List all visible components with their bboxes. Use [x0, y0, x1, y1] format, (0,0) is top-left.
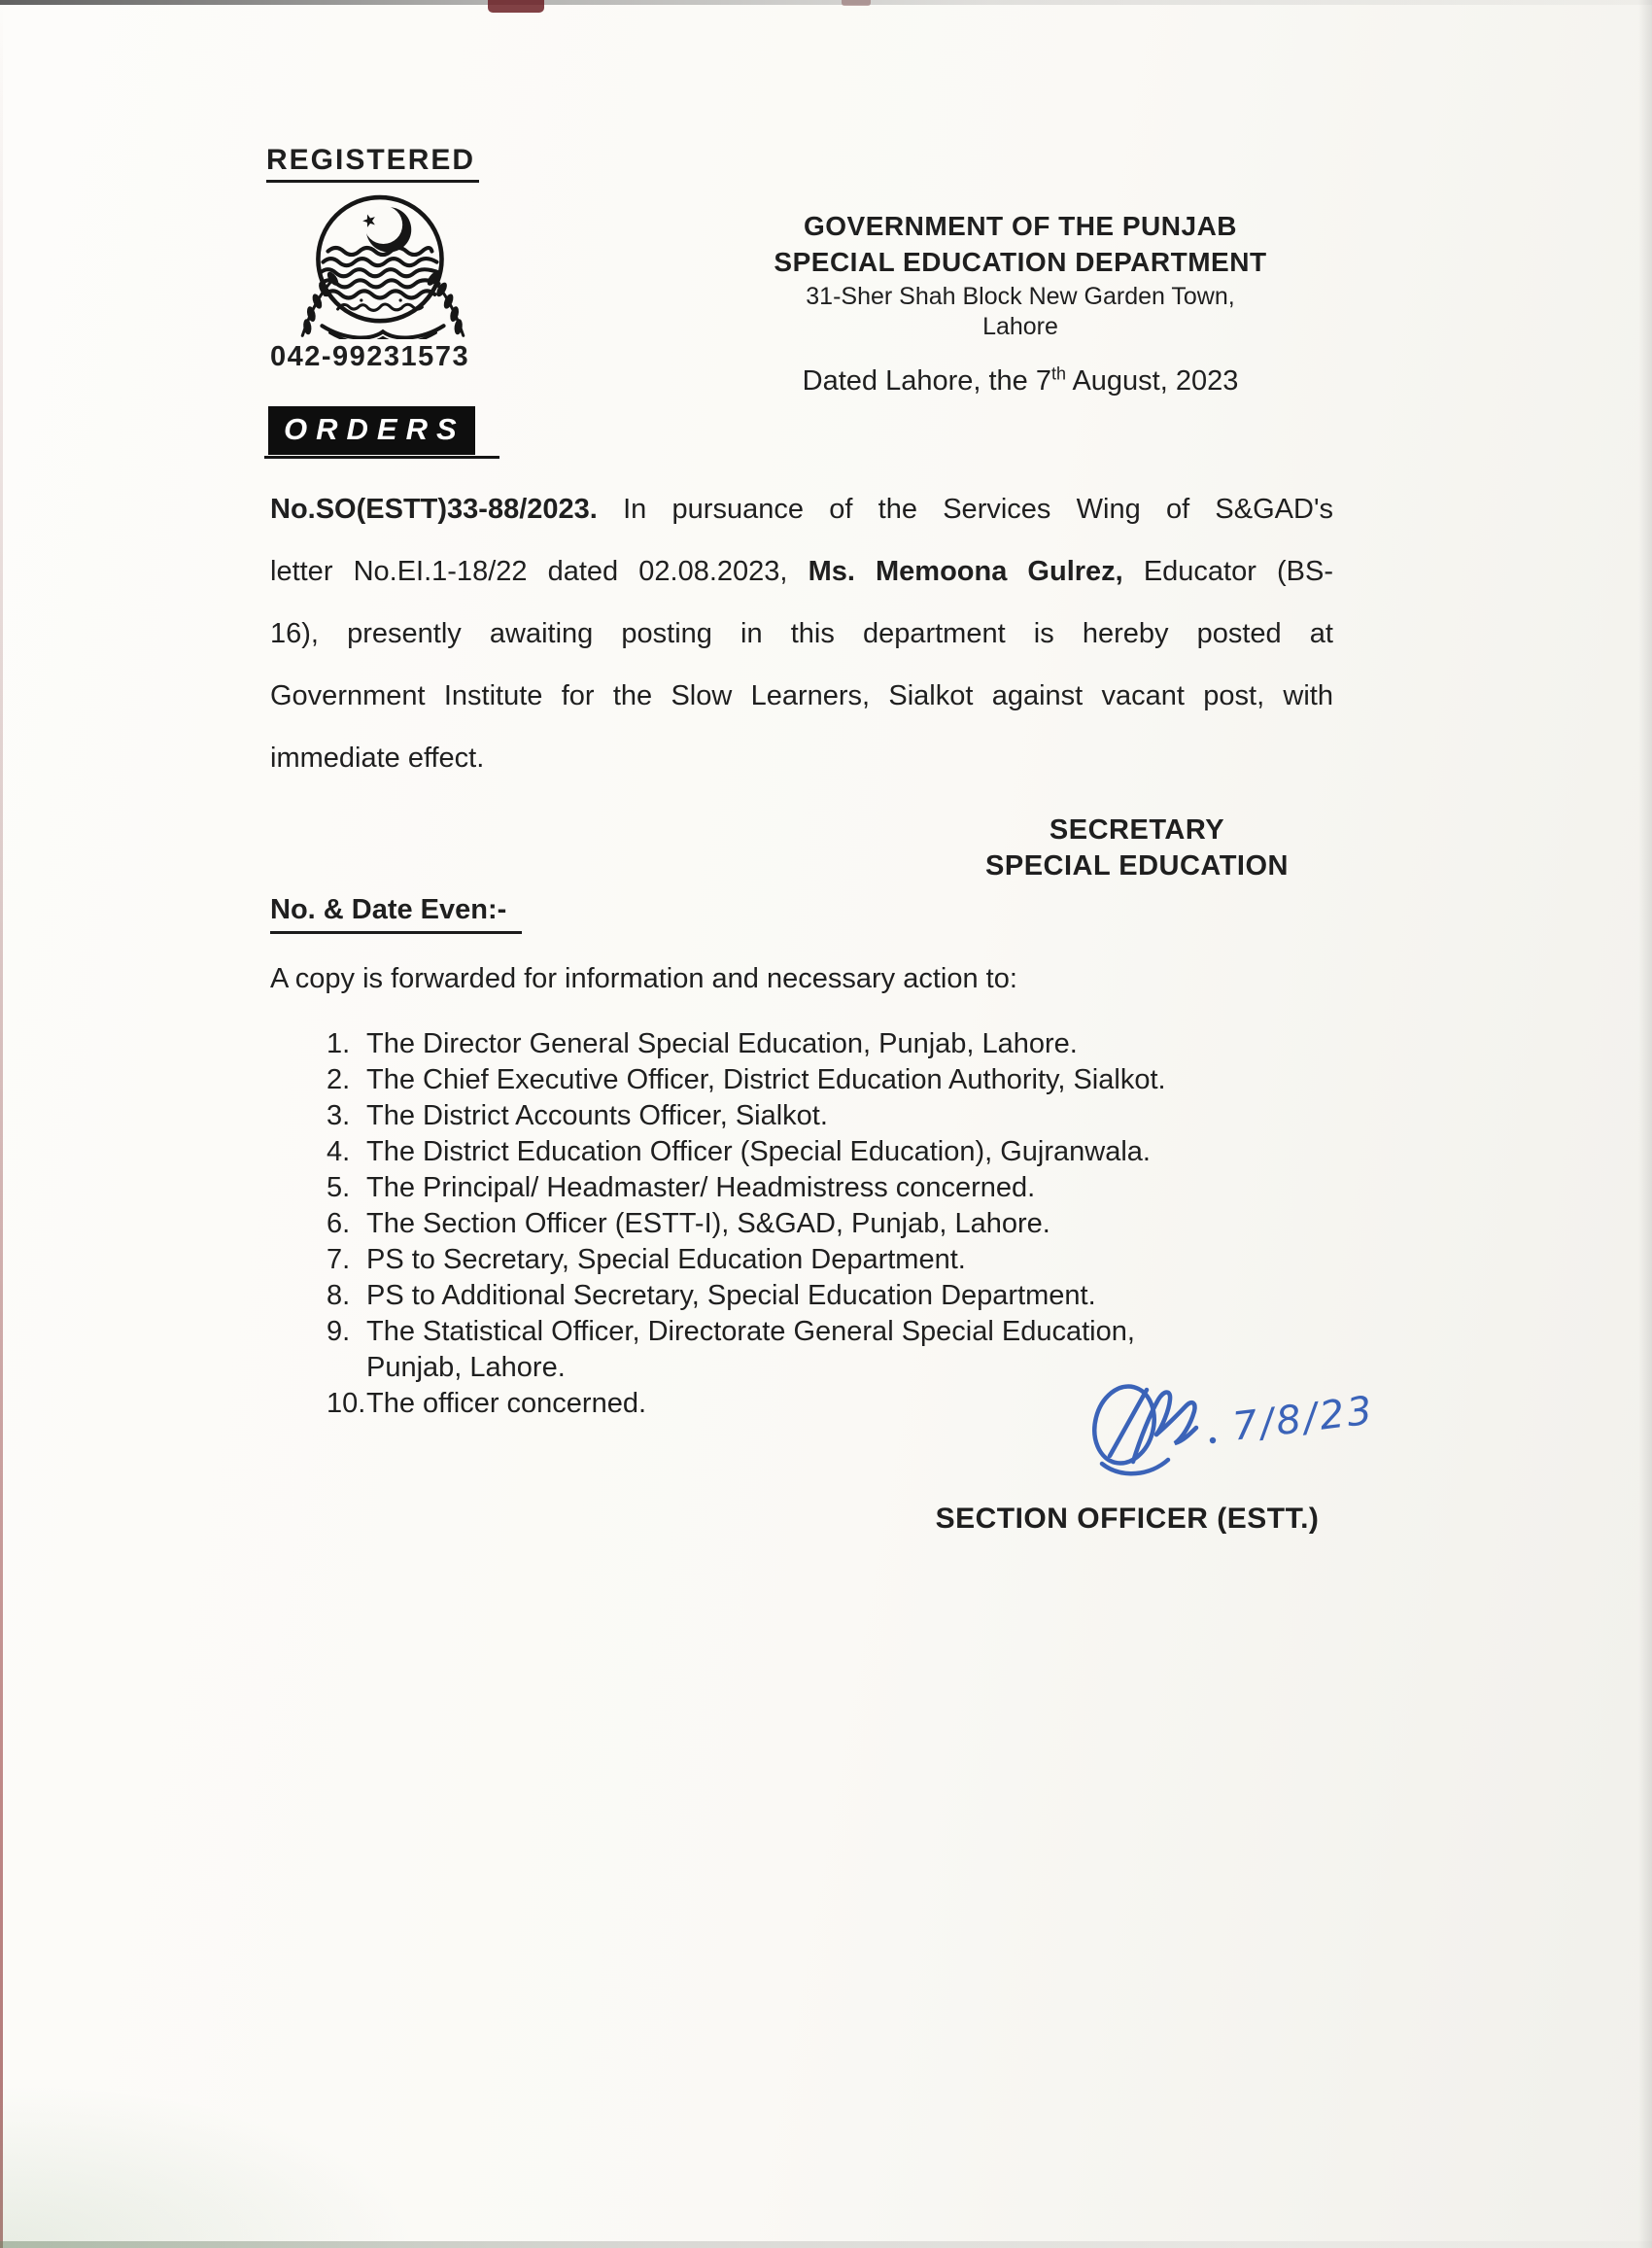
paragraph-line: Government Institute for the Slow Learners, Sialkot against vacant post, with [270, 680, 1333, 711]
paragraph-line: 16), presently awaiting posting in this department is hereby posted at [270, 618, 1333, 649]
list-item-text: The Statistical Officer, Directorate General Special Education, Punjab, Lahore. [366, 1316, 1135, 1383]
header-date [768, 365, 1273, 398]
list-item [327, 1026, 1308, 1062]
list-item-text: The officer concerned. [366, 1388, 647, 1419]
list-item [327, 1098, 1308, 1134]
secretary-title: SECRETARY [1049, 814, 1225, 846]
even-number-heading: No. & Date Even:- [270, 894, 522, 934]
list-item [327, 1062, 1308, 1098]
header-address: 31-Sher Shah Block New Garden Town, Lahore [806, 283, 1235, 340]
registered-label: REGISTERED [266, 144, 479, 183]
list-item-text: The Chief Executive Officer, District Education Authority, Sialkot. [366, 1064, 1166, 1095]
list-item-number: 9. [327, 1316, 351, 1347]
scan-mark-small [842, 0, 871, 6]
list-item-text: PS to Additional Secretary, Special Education Department. [366, 1280, 1096, 1311]
list-item-number: 6. [327, 1208, 351, 1239]
list-item-text: The District Accounts Officer, Sialkot. [366, 1100, 828, 1131]
list-item-number: 7. [327, 1244, 351, 1275]
header-department-line: SPECIAL EDUCATION DEPARTMENT [774, 247, 1267, 277]
list-item [327, 1242, 1308, 1278]
section-officer-designation: SECTION OFFICER (ESTT.) [935, 1503, 1320, 1535]
list-item [327, 1206, 1308, 1242]
scan-edge-top [0, 0, 1652, 5]
scan-mark-red [488, 0, 544, 13]
orders-heading: ORDERS [268, 406, 475, 455]
scan-color-cast [0, 2083, 418, 2248]
list-item-number: 1. [327, 1028, 351, 1059]
distribution-list [327, 1026, 1308, 1422]
list-item [327, 1278, 1308, 1314]
date-ordinal: th [1050, 363, 1066, 384]
list-item-text: The Director General Special Education, Punjab, Lahore. [366, 1028, 1078, 1059]
list-item-text: The Section Officer (ESTT-I), S&GAD, Punjab, Lahore. [366, 1208, 1050, 1239]
list-item-number: 5. [327, 1172, 351, 1203]
handwritten-date: 7/8/23 [1230, 1388, 1378, 1450]
list-item-text: The District Education Officer (Special Education), Gujranwala. [366, 1136, 1151, 1167]
list-item [327, 1134, 1308, 1170]
list-item-number: 10. [327, 1388, 366, 1419]
punjab-government-emblem-icon [275, 192, 491, 340]
paragraph-line: immediate effect. [270, 743, 485, 774]
list-item [327, 1170, 1308, 1206]
list-item-text: PS to Secretary, Special Education Department. [366, 1244, 966, 1275]
list-item-number: 2. [327, 1064, 351, 1095]
scan-edge-left [0, 0, 3, 2248]
header-government-line: GOVERNMENT OF THE PUNJAB [803, 211, 1238, 241]
list-item-number: 3. [327, 1100, 351, 1131]
scan-edge-right [1638, 0, 1652, 2248]
secretary-department: SPECIAL EDUCATION [985, 850, 1289, 882]
secretary-signature-block [957, 813, 1317, 884]
order-paragraph [270, 478, 1333, 789]
phone-number: 042-99231573 [270, 341, 470, 372]
date-suffix: August, 2023 [1066, 365, 1239, 397]
forwarding-intro: A copy is forwarded for information and necessary action to: [270, 963, 1017, 994]
list-item-number: 4. [327, 1136, 351, 1167]
paragraph-line: letter No.EI.1-18/22 dated 02.08.2023, Ms. Memoona Gulrez, Educator (BS- [270, 556, 1333, 587]
date-prefix: Dated Lahore, the 7 [802, 365, 1051, 397]
list-item-number: 8. [327, 1280, 351, 1311]
paragraph-line: No.SO(ESTT)33-88/2023. In pursuance of the Services Wing of S&GAD's [270, 494, 1333, 525]
orders-underline [264, 456, 499, 459]
list-item-text: The Principal/ Headmaster/ Headmistress concerned. [366, 1172, 1036, 1203]
letterhead-block [768, 208, 1273, 398]
signature-scribble [1081, 1376, 1251, 1498]
list-item [327, 1314, 1308, 1386]
